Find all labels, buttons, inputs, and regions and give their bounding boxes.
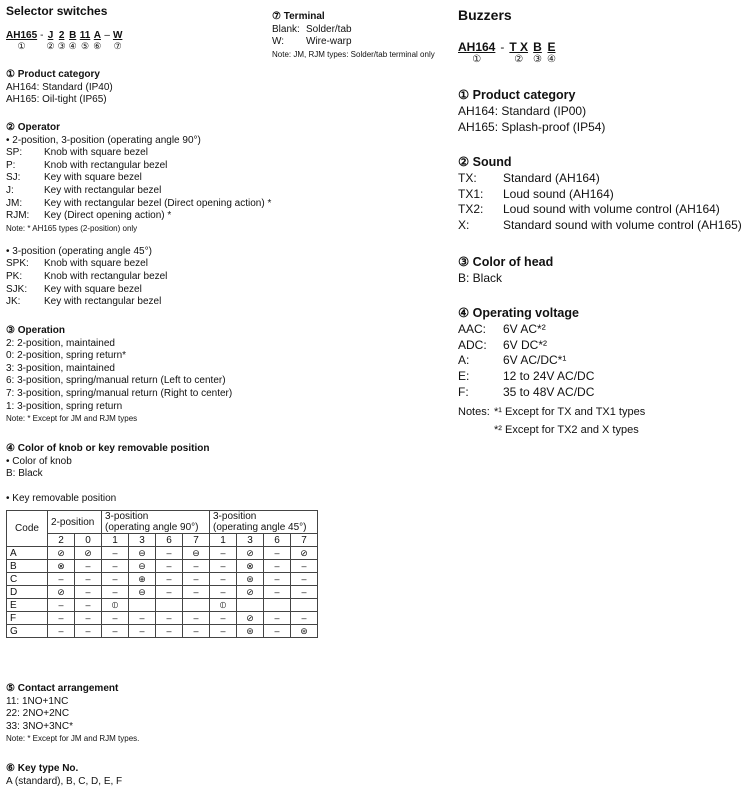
operator-note: Note: * AH165 types (2-position) only	[6, 223, 138, 233]
table-cell: –	[210, 547, 237, 560]
table-cell: –	[48, 625, 75, 638]
table-cell: –	[75, 612, 102, 625]
voltage-row	[458, 338, 645, 354]
table-cell: ⊕	[129, 573, 156, 586]
terminal-key: Blank:	[272, 23, 300, 35]
voltage-value: 6V AC/DC*¹	[503, 353, 567, 368]
terminal-note: Note: JM, RJM types: Solder/tab terminal only	[272, 49, 435, 59]
code-segment	[58, 30, 66, 51]
operator-key: PK:	[6, 270, 23, 282]
code-separator: –	[104, 30, 110, 41]
section-heading: ③ Color of head	[458, 255, 554, 269]
operator-value: Knob with square bezel	[44, 258, 148, 270]
buzzer-sound	[458, 155, 742, 234]
operator-key: SJ:	[6, 172, 21, 184]
operation-note: Note: * Except for JM and RJM types	[6, 414, 138, 424]
category-line: AH164: Standard (IP40)	[6, 81, 113, 93]
operator-value: Key (Direct opening action) *	[44, 210, 172, 222]
table-subheader-cell: 3	[129, 534, 156, 547]
table-header-line: 3-position	[105, 511, 149, 522]
table-row	[7, 547, 318, 560]
buzzer-voltage	[458, 306, 645, 439]
code-segment-number: ②	[514, 54, 524, 65]
table-cell: –	[183, 586, 210, 599]
code-segment-text: A	[93, 30, 101, 41]
operator-value: Key with rectangular bezel	[44, 184, 162, 196]
table-row-code: A	[7, 547, 48, 560]
table-cell: ⊘	[48, 547, 75, 560]
table-cell: ⊖	[129, 560, 156, 573]
table-cell: –	[129, 625, 156, 638]
code-segment	[113, 30, 122, 51]
operator-value: Key with rectangular bezel (Direct opening action) *	[44, 197, 272, 209]
buzzer-product-category	[458, 88, 605, 135]
notes-label: Notes:	[458, 405, 490, 418]
operator-row	[6, 296, 271, 309]
table-row	[7, 586, 318, 599]
terminal-row	[272, 36, 435, 49]
table-header-3pos-45	[210, 511, 318, 534]
operation-list	[6, 338, 232, 414]
voltage-row	[458, 322, 645, 338]
code-segment-number: ③	[57, 41, 66, 51]
table-row-code: C	[7, 573, 48, 586]
selector-operation	[6, 325, 232, 424]
operator-intro-2: • 3-position (operating angle 45°)	[6, 245, 152, 257]
table-row-code: G	[7, 625, 48, 638]
section-heading: ② Operator	[6, 122, 60, 133]
terminal-key: W:	[272, 36, 285, 48]
operator-row	[6, 172, 271, 185]
code-segment	[46, 30, 54, 51]
table-cell: –	[183, 560, 210, 573]
table-cell: ⊘	[291, 547, 318, 560]
code-segment-text: T X	[509, 40, 529, 54]
operator-key: P:	[6, 159, 16, 171]
table-cell: ⦶	[102, 599, 129, 612]
table-cell: ⊖	[129, 547, 156, 560]
table-cell: –	[291, 573, 318, 586]
category-line: AH165: Oil-tight (IP65)	[6, 94, 107, 106]
voltage-value: 6V DC*²	[503, 337, 548, 352]
contact-line: 33: 3NO+3NC*	[6, 720, 73, 732]
code-segment-number: ①	[17, 41, 26, 51]
table-cell: –	[102, 573, 129, 586]
table-cell: –	[102, 560, 129, 573]
buzzer-color	[458, 255, 553, 287]
table-cell: –	[75, 625, 102, 638]
voltage-key: A:	[458, 353, 470, 368]
keytype-line: A (standard), B, C, D, E, F	[6, 775, 123, 787]
table-cell: –	[156, 612, 183, 625]
table-subheader-cell: 3	[237, 534, 264, 547]
voltage-note: *¹ Except for TX and TX1 types	[494, 405, 646, 418]
table-cell: –	[264, 586, 291, 599]
table-cell: –	[210, 612, 237, 625]
operator-list-2	[6, 258, 271, 308]
table-row	[7, 560, 318, 573]
operation-line: 3: 3-position, maintained	[6, 362, 115, 374]
table-cell	[156, 599, 183, 612]
table-header-2pos: 2-position	[48, 511, 102, 534]
code-segment	[458, 40, 495, 66]
voltage-value: 35 to 48V AC/DC	[503, 384, 595, 399]
section-heading: ③ Operation	[6, 325, 65, 336]
code-segment-text: B	[69, 30, 77, 41]
table-header-line: (operating angle 45°)	[213, 522, 307, 533]
table-cell: –	[129, 612, 156, 625]
code-segment-text: E	[547, 40, 556, 54]
table-cell: –	[210, 586, 237, 599]
table-cell: ⊗	[48, 560, 75, 573]
table-cell: ⊘	[237, 547, 264, 560]
table-cell: ⊘	[237, 586, 264, 599]
voltage-note-row	[458, 403, 645, 421]
table-cell: –	[156, 547, 183, 560]
table-cell: –	[75, 586, 102, 599]
sound-key: TX1:	[458, 186, 484, 201]
operation-line: 6: 3-position, spring/manual return (Left to center)	[6, 375, 226, 387]
sound-value: Standard sound with volume control (AH165)	[503, 218, 742, 233]
table-cell: –	[291, 612, 318, 625]
code-segment-number: ⑦	[113, 41, 122, 51]
table-cell	[129, 599, 156, 612]
selector-keytype	[6, 763, 122, 788]
table-row-code: F	[7, 612, 48, 625]
table-cell: –	[102, 612, 129, 625]
operator-row	[6, 185, 271, 198]
selector-contact	[6, 683, 139, 744]
voltage-note-row	[458, 421, 645, 439]
code-segment	[6, 30, 37, 51]
table-cell: ⊛	[237, 573, 264, 586]
operation-line: 7: 3-position, spring/manual return (Right to center)	[6, 387, 233, 399]
sound-key: TX:	[458, 170, 477, 185]
operator-row	[6, 160, 271, 173]
table-subheader-row	[7, 534, 318, 547]
code-segment-number: ⑤	[80, 41, 90, 51]
section-heading: ⑦ Terminal	[272, 11, 325, 22]
selector-part-code	[6, 30, 125, 51]
operation-line: 2: 2-position, maintained	[6, 337, 115, 349]
code-segment-number: ④	[68, 41, 77, 51]
table-row-code: B	[7, 560, 48, 573]
notes-spacer	[458, 421, 494, 439]
table-row	[7, 599, 318, 612]
table-cell: –	[183, 625, 210, 638]
category-line: AH164: Standard (IP00)	[458, 103, 587, 118]
operator-key: JK:	[6, 296, 21, 308]
table-cell: –	[210, 625, 237, 638]
code-separator: -	[500, 40, 505, 54]
operator-row	[6, 271, 271, 284]
table-cell: –	[291, 560, 318, 573]
color-line: • Key removable position	[6, 492, 117, 504]
voltage-value: 12 to 24V AC/DC	[503, 369, 595, 384]
sound-row	[458, 171, 742, 187]
table-cell: –	[102, 625, 129, 638]
terminal-row	[272, 24, 435, 37]
operator-key: SPK:	[6, 258, 29, 270]
section-heading: ④ Color of knob or key removable position	[6, 443, 210, 454]
table-cell: –	[75, 573, 102, 586]
color-line: B: Black	[458, 270, 503, 285]
code-segment-number: ②	[46, 41, 55, 51]
operator-key: SJK:	[6, 283, 28, 295]
table-cell	[183, 599, 210, 612]
voltage-row	[458, 353, 645, 369]
section-heading: ④ Operating voltage	[458, 306, 579, 320]
table-row	[7, 573, 318, 586]
operator-value: Knob with square bezel	[44, 147, 148, 159]
section-heading: ⑤ Contact arrangement	[6, 683, 119, 694]
table-cell: –	[156, 586, 183, 599]
table-cell: ⊖	[129, 586, 156, 599]
code-segment	[80, 30, 91, 51]
operator-row	[6, 284, 271, 297]
terminal-value: Wire-warp	[306, 36, 352, 48]
selector-switches-title: Selector switches	[6, 4, 108, 18]
selector-color	[6, 443, 209, 505]
table-cell: –	[264, 625, 291, 638]
section-heading: ① Product category	[458, 88, 576, 102]
table-row-code: E	[7, 599, 48, 612]
code-segment-number: ④	[547, 54, 556, 65]
table-cell	[237, 599, 264, 612]
table-subheader-cell: 1	[210, 534, 237, 547]
key-removable-table	[6, 510, 318, 638]
operator-value: Knob with rectangular bezel	[44, 159, 168, 171]
section-heading: ① Product category	[6, 69, 100, 80]
table-subheader-cell: 2	[48, 534, 75, 547]
code-segment-number: ①	[472, 54, 482, 65]
table-subheader-cell: 7	[183, 534, 210, 547]
table-cell: ⊛	[291, 625, 318, 638]
code-separator: -	[40, 30, 44, 41]
sound-value: Standard (AH164)	[503, 170, 600, 185]
table-subheader-cell: 6	[156, 534, 183, 547]
sound-row	[458, 218, 742, 234]
code-segment	[93, 30, 101, 51]
sound-key: TX2:	[458, 202, 484, 217]
operator-value: Key with square bezel	[44, 172, 142, 184]
table-header-code: Code	[7, 511, 48, 547]
table-cell: –	[264, 573, 291, 586]
operator-value: Knob with rectangular bezel	[44, 270, 168, 282]
operator-list	[6, 147, 271, 223]
table-cell: –	[48, 573, 75, 586]
table-cell: –	[48, 612, 75, 625]
table-cell: ⦶	[210, 599, 237, 612]
table-cell: –	[210, 573, 237, 586]
table-header-line: (operating angle 90°)	[105, 522, 199, 533]
table-row	[7, 625, 318, 638]
operator-key: JM:	[6, 197, 23, 209]
operator-value: Key with rectangular bezel	[44, 296, 162, 308]
selector-terminal	[272, 11, 435, 60]
contact-line: 11: 1NO+1NC	[6, 695, 69, 707]
table-subheader-cell: 7	[291, 534, 318, 547]
operator-key: SP:	[6, 147, 23, 159]
table-cell: ⊗	[237, 560, 264, 573]
code-segment-text: AH164	[458, 40, 496, 54]
operator-row	[6, 147, 271, 160]
sound-value: Loud sound with volume control (AH164)	[503, 202, 720, 217]
contact-note: Note: * Except for JM and RJM types.	[6, 734, 140, 744]
color-line: B: Black	[6, 468, 43, 480]
voltage-value: 6V AC*²	[503, 321, 546, 336]
voltage-key: F:	[458, 384, 469, 399]
voltage-key: E:	[458, 369, 470, 384]
table-cell: –	[156, 625, 183, 638]
section-heading: ⑥ Key type No.	[6, 763, 79, 774]
table-cell: ⊘	[237, 612, 264, 625]
voltage-notes	[458, 403, 645, 439]
table-header-3pos-90	[102, 511, 210, 534]
code-segment-number: ③	[533, 54, 542, 65]
table-row-code: D	[7, 586, 48, 599]
code-segment-text: 2	[58, 30, 65, 41]
operator-row	[6, 210, 271, 223]
table-cell: –	[102, 586, 129, 599]
code-segment-text: J	[47, 30, 54, 41]
operation-line: 1: 3-position, spring return	[6, 400, 123, 412]
code-segment-number: ⑥	[93, 41, 102, 51]
table-cell: ⊖	[183, 547, 210, 560]
table-cell: –	[264, 547, 291, 560]
code-segment-text: B	[533, 40, 542, 54]
table-cell: –	[264, 560, 291, 573]
operator-intro: • 2-position, 3-position (operating angle 90°)	[6, 134, 201, 146]
code-segment	[69, 30, 77, 51]
selector-product-category	[6, 69, 113, 107]
table-subheader-cell: 6	[264, 534, 291, 547]
voltage-note: *² Except for TX2 and X types	[494, 423, 639, 436]
table-cell: ⊛	[237, 625, 264, 638]
voltage-row	[458, 369, 645, 385]
table-cell: –	[156, 560, 183, 573]
code-segment-text: AH165	[6, 30, 38, 41]
key-removable-table-wrap	[6, 510, 318, 638]
table-header-line: 3-position	[213, 511, 257, 522]
table-subheader-cell: 0	[75, 534, 102, 547]
operator-row	[6, 258, 271, 271]
code-segment	[509, 40, 528, 66]
operator-value: Key with square bezel	[44, 283, 142, 295]
sound-key: X:	[458, 218, 470, 233]
terminal-value: Solder/tab	[306, 23, 352, 35]
table-cell: –	[183, 573, 210, 586]
table-cell: ⊘	[75, 547, 102, 560]
sound-row	[458, 187, 742, 203]
voltage-key: AAC:	[458, 321, 487, 336]
code-segment	[533, 40, 542, 66]
table-cell	[264, 599, 291, 612]
operation-line: 0: 2-position, spring return*	[6, 350, 127, 362]
code-segment-text: W	[112, 30, 123, 41]
table-cell: –	[156, 573, 183, 586]
voltage-row	[458, 385, 645, 401]
table-cell: –	[75, 560, 102, 573]
category-line: AH165: Splash-proof (IP54)	[458, 119, 606, 134]
table-cell	[291, 599, 318, 612]
table-cell: –	[264, 612, 291, 625]
code-segment	[547, 40, 556, 66]
selector-operator	[6, 122, 271, 309]
table-cell: –	[291, 586, 318, 599]
table-cell: –	[48, 599, 75, 612]
operator-key: J:	[6, 184, 14, 196]
table-cell: –	[75, 599, 102, 612]
operator-row	[6, 198, 271, 211]
voltage-list	[458, 322, 645, 401]
table-cell: ⊘	[48, 586, 75, 599]
table-row	[7, 612, 318, 625]
voltage-key: ADC:	[458, 337, 487, 352]
table-subheader-cell: 1	[102, 534, 129, 547]
table-cell: –	[102, 547, 129, 560]
sound-list	[458, 171, 742, 234]
code-segment-text: 11	[79, 30, 91, 41]
operator-key: RJM:	[6, 210, 30, 222]
buzzers-title: Buzzers	[458, 7, 512, 23]
sound-row	[458, 202, 742, 218]
table-cell: –	[183, 612, 210, 625]
sound-value: Loud sound (AH164)	[503, 186, 614, 201]
contact-line: 22: 2NO+2NC	[6, 708, 70, 720]
section-heading: ② Sound	[458, 155, 512, 169]
table-cell: –	[210, 560, 237, 573]
buzzer-part-code	[458, 40, 561, 66]
color-line: • Color of knob	[6, 455, 72, 467]
